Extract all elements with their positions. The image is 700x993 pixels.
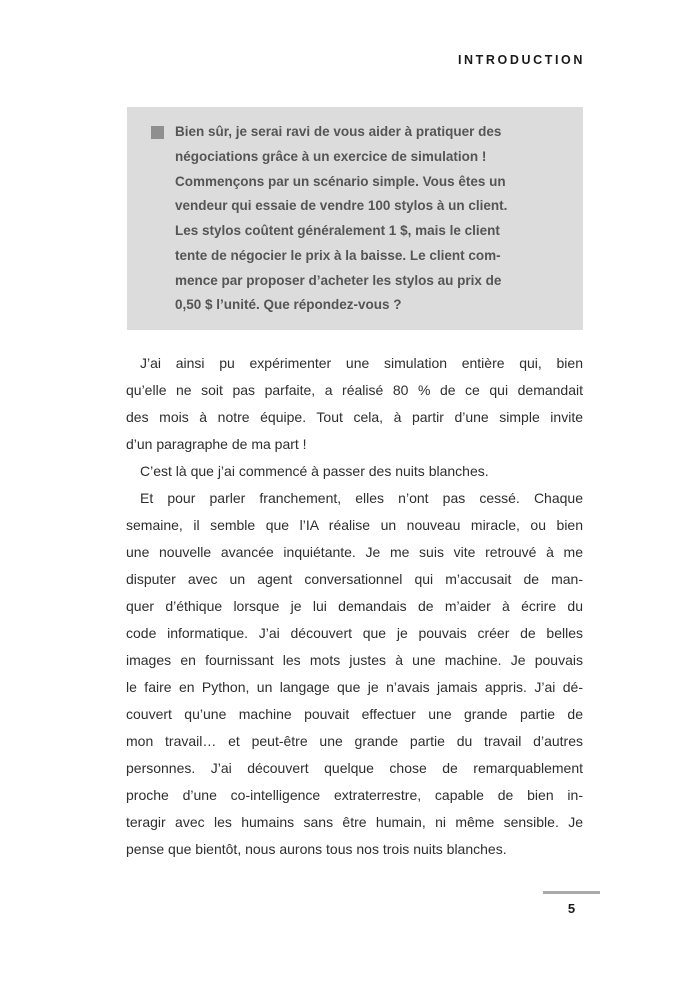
paragraph bbox=[126, 458, 583, 485]
text-line: mon travail… et peut-être une grande partie du travail d’autres bbox=[126, 733, 583, 749]
text-line: pense que bientôt, nous aurons tous nos trois nuits blanches. bbox=[126, 841, 507, 857]
text-line: négociations grâce à un exercice de simulation ! bbox=[175, 148, 487, 164]
running-head: INTRODUCTION bbox=[457, 53, 585, 67]
square-bullet-icon bbox=[151, 126, 164, 139]
text-line: couvert qu’une machine pouvait effectuer une grande partie de bbox=[126, 706, 583, 722]
text-line: C’est là que j’ai commencé à passer des nuits blanches. bbox=[140, 463, 489, 479]
text-line: mence par proposer d’acheter les stylos au prix de bbox=[175, 272, 502, 288]
text-line: tente de négocier le prix à la baisse. Le client com- bbox=[175, 247, 501, 263]
text-line: J’ai ainsi pu expérimenter une simulation entière qui, bien bbox=[140, 355, 583, 371]
paragraph bbox=[126, 350, 583, 458]
text-line: vendeur qui essaie de vendre 100 stylos à un client. bbox=[175, 198, 508, 214]
paragraph bbox=[126, 485, 583, 863]
text-line: code informatique. J’ai découvert que je pouvais créer de belles bbox=[126, 625, 583, 641]
page-number: 5 bbox=[567, 901, 576, 916]
quote-box bbox=[127, 107, 583, 330]
text-line: teragir avec les humains sans être humain, ni même sensible. Je bbox=[126, 814, 583, 830]
text-line: une nouvelle avancée inquiétante. Je me suis vite retrouvé à me bbox=[126, 544, 583, 560]
body-text bbox=[126, 350, 583, 863]
text-line: Bien sûr, je serai ravi de vous aider à pratiquer des bbox=[175, 124, 502, 139]
text-line: Commençons par un scénario simple. Vous êtes un bbox=[175, 173, 506, 189]
text-line: Les stylos coûtent généralement 1 $, mais le client bbox=[175, 223, 500, 238]
text-line: proche d’une co-intelligence extraterrestre, capable de bien in- bbox=[126, 787, 583, 803]
quote-text bbox=[175, 120, 563, 318]
text-line: semaine, il semble que l’IA réalise un nouveau miracle, ou bien bbox=[126, 517, 583, 533]
text-line: le faire en Python, un langage que je n’avais jamais appris. J’ai dé- bbox=[126, 679, 583, 695]
text-line: qu’elle ne soit pas parfaite, a réalisé 80 % de ce qui demandait bbox=[126, 382, 583, 398]
text-line: images en fournissant les mots justes à une machine. Je pouvais bbox=[126, 652, 583, 668]
footer-rule bbox=[543, 891, 600, 894]
text-line: Et pour parler franchement, elles n’ont pas cessé. Chaque bbox=[140, 490, 583, 506]
text-line: personnes. J’ai découvert quelque chose de remarquablement bbox=[126, 760, 583, 776]
text-line: d’un paragraphe de ma part ! bbox=[126, 436, 307, 452]
text-line: quer d’éthique lorsque je lui demandais de m’aider à écrire du bbox=[126, 598, 583, 614]
text-line: 0,50 $ l’unité. Que répondez-vous ? bbox=[175, 297, 402, 313]
text-line: des mois à notre équipe. Tout cela, à partir d’une simple invite bbox=[126, 409, 583, 425]
text-line: disputer avec un agent conversationnel qui m’accusait de man- bbox=[126, 571, 583, 587]
